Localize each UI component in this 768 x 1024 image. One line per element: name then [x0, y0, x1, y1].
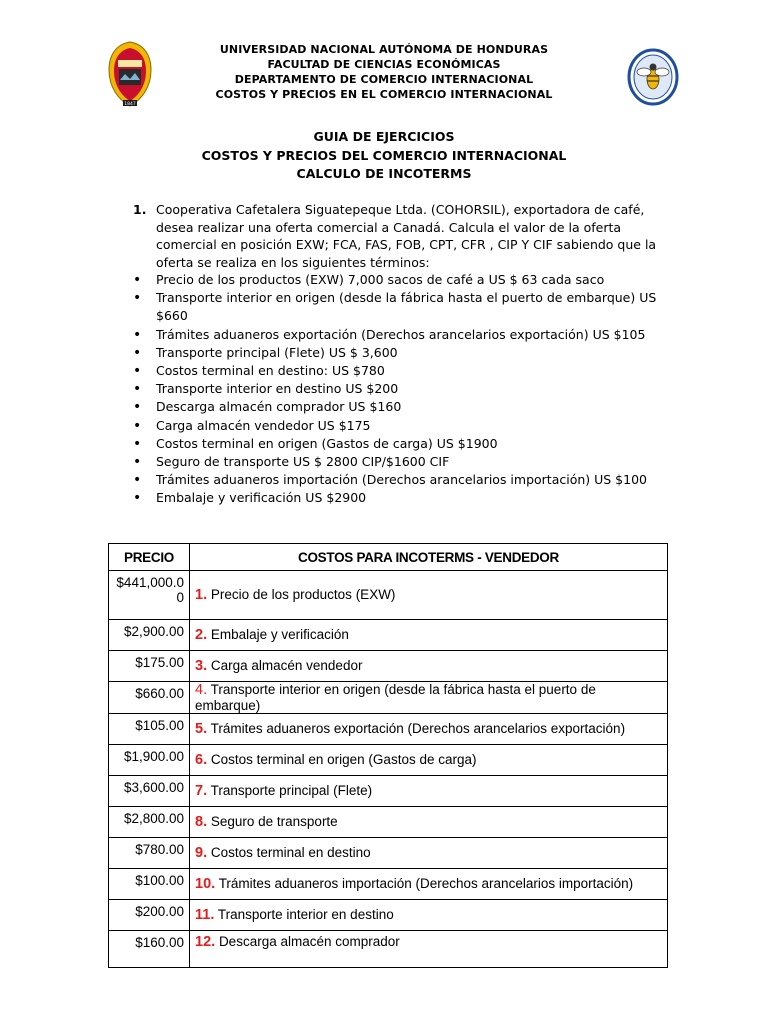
cost-description: Descarga almacén comprador: [218, 934, 400, 949]
list-item: [130, 471, 675, 489]
price-cell: $780.00: [109, 838, 190, 869]
price-cell: $2,900.00: [109, 620, 190, 651]
row-number: 4.: [195, 682, 208, 698]
list-item-text: Transporte interior en origen (desde la fábrica hasta el puerto de embarque) US $660: [156, 290, 657, 324]
header-department: DEPARTAMENTO DE COMERCIO INTERNACIONAL: [234, 73, 534, 86]
list-item: [130, 489, 675, 507]
exercise-terms-list: [130, 271, 675, 508]
list-item-text: Carga almacén vendedor US $175: [156, 417, 371, 433]
price-cell: $175.00: [109, 651, 190, 682]
table-row: [109, 838, 668, 869]
list-item-text: Precio de los productos (EXW) 7,000 sacos de café a US $ 63 cada saco: [156, 272, 605, 287]
bullet-icon: •: [133, 490, 142, 507]
list-item: [130, 380, 675, 398]
exercise-intro: [130, 201, 665, 271]
cost-description-cell: [190, 931, 668, 968]
cost-description-cell: [190, 651, 668, 682]
price-cell: $3,600.00: [109, 776, 190, 807]
table-row: [109, 620, 668, 651]
table-row: [109, 931, 668, 968]
exercise-intro-text: Cooperativa Cafetalera Siguatepeque Ltda. (COHORSIL), exportadora de café, desea realizar una oferta comercial a Canadá. Calcula el valor de la oferta comercial en posición EXW; FCA, FAS, FOB, CPT, CFR , CIP Y CIF sabiendo que la oferta se realiza en los siguientes términos:: [156, 202, 657, 270]
bullet-icon: •: [133, 454, 142, 471]
cost-description: Costos terminal en origen (Gastos de carga): [210, 752, 477, 767]
price-cell: $2,800.00: [109, 807, 190, 838]
list-item: [130, 417, 675, 435]
cost-description-cell: [190, 620, 668, 651]
row-number: 6.: [195, 752, 208, 768]
bullet-icon: •: [133, 435, 142, 452]
bullet-icon: •: [133, 381, 142, 398]
cost-description-cell: [190, 900, 668, 931]
bullet-icon: •: [133, 290, 142, 307]
column-header-price: PRECIO: [109, 544, 190, 571]
list-item-text: Transporte interior en destino US $200: [156, 381, 399, 397]
title-line-1: GUIA DE EJERCICIOS: [313, 129, 455, 144]
list-item: [130, 398, 675, 416]
cost-description-cell: [190, 745, 668, 776]
bullet-icon: •: [133, 326, 142, 343]
cost-description: Carga almacén vendedor: [210, 658, 363, 673]
exercise-number: 1.: [133, 202, 147, 217]
header-faculty: FACULTAD DE CIENCIAS ECONÓMICAS: [267, 58, 501, 71]
list-item-text: Embalaje y verificación US $2900: [156, 490, 367, 506]
row-number: 10.: [195, 876, 216, 892]
header-university: UNIVERSIDAD NACIONAL AUTÓNOMA DE HONDURAS: [219, 43, 549, 56]
price-cell: $660.00: [109, 682, 190, 714]
table-header-row: [109, 544, 668, 571]
bullet-icon: •: [133, 344, 142, 361]
column-header-costs: COSTOS PARA INCOTERMS - VENDEDOR: [190, 544, 668, 571]
bullet-icon: •: [133, 417, 142, 434]
price-value: $441,000.0: [116, 575, 184, 590]
cost-description: Trámites aduaneros exportación (Derechos arancelarios exportación): [210, 721, 626, 736]
price-cell: $1,900.00: [109, 745, 190, 776]
price-cell: $100.00: [109, 869, 190, 900]
table-row: [109, 869, 668, 900]
row-number: 8.: [195, 814, 208, 830]
incoterms-cost-table: [108, 543, 668, 968]
seal-year-text: 1847: [124, 102, 136, 107]
cost-description: Transporte interior en destino: [217, 907, 394, 922]
row-number: 7.: [195, 783, 208, 799]
list-item-text: Seguro de transporte US $ 2800 CIP/$1600 CIF: [156, 454, 450, 470]
list-item-text: Descarga almacén comprador US $160: [156, 399, 402, 415]
row-number: 1.: [195, 587, 208, 603]
list-item-text: Trámites aduaneros importación (Derechos arancelarios importación) US $100: [156, 472, 647, 488]
row-number: 3.: [195, 658, 208, 674]
cost-description-cell: [190, 571, 668, 620]
price-cell: $160.00: [109, 931, 190, 968]
list-item: [130, 271, 675, 289]
table-row: [109, 776, 668, 807]
cost-description: Costos terminal en destino: [210, 845, 371, 860]
bullet-icon: •: [133, 472, 142, 489]
bullet-icon: •: [133, 399, 142, 416]
cost-description: Seguro de transporte: [210, 814, 338, 829]
cost-description: Transporte interior en origen (desde la fábrica hasta el puerto de embarque): [195, 682, 596, 713]
row-number: 12.: [195, 934, 216, 950]
table-row: [109, 571, 668, 620]
document-header: [0, 42, 768, 102]
table-row: [109, 682, 668, 714]
list-item: [130, 362, 675, 380]
title-line-2: COSTOS Y PRECIOS DEL COMERCIO INTERNACIONAL: [201, 147, 567, 163]
title-line-3: CALCULO DE INCOTERMS: [296, 166, 472, 181]
bullet-icon: •: [133, 363, 142, 380]
row-number: 9.: [195, 845, 208, 861]
list-item-text: Transporte principal (Flete) US $ 3,600: [156, 344, 398, 360]
row-number: 5.: [195, 721, 208, 737]
cost-description-cell: [190, 869, 668, 900]
list-item-text: Costos terminal en destino: US $780: [156, 363, 385, 379]
row-number: 11.: [195, 907, 215, 923]
cost-description: Transporte principal (Flete): [210, 783, 373, 798]
table-row: [109, 745, 668, 776]
cost-description-cell: [190, 807, 668, 838]
list-item: [130, 326, 675, 344]
table-row: [109, 651, 668, 682]
cost-description: Trámites aduaneros importación (Derechos arancelarios importación): [218, 876, 634, 891]
list-item-text: Trámites aduaneros exportación (Derechos arancelarios exportación) US $105: [156, 326, 646, 342]
cost-description-cell: [190, 838, 668, 869]
price-value-wrap: 0: [176, 590, 184, 605]
list-item-text: Costos terminal en origen (Gastos de carga) US $1900: [156, 435, 498, 451]
list-item: [130, 435, 675, 453]
cost-description: Embalaje y verificación: [210, 627, 349, 642]
header-course: COSTOS Y PRECIOS EN EL COMERCIO INTERNACIONAL: [215, 88, 553, 101]
table-row: [109, 900, 668, 931]
cost-description: Precio de los productos (EXW): [210, 587, 396, 602]
cost-description-cell: [190, 714, 668, 745]
table-row: [109, 807, 668, 838]
row-number: 2.: [195, 627, 208, 643]
price-cell: [109, 571, 190, 620]
document-title: [0, 128, 768, 184]
table-row: [109, 714, 668, 745]
price-cell: $200.00: [109, 900, 190, 931]
cost-description-cell: [190, 776, 668, 807]
cost-description-cell: [190, 682, 668, 714]
bullet-icon: •: [133, 272, 142, 288]
price-cell: $105.00: [109, 714, 190, 745]
list-item: [130, 289, 675, 325]
list-item: [130, 344, 675, 362]
list-item: [130, 453, 675, 471]
